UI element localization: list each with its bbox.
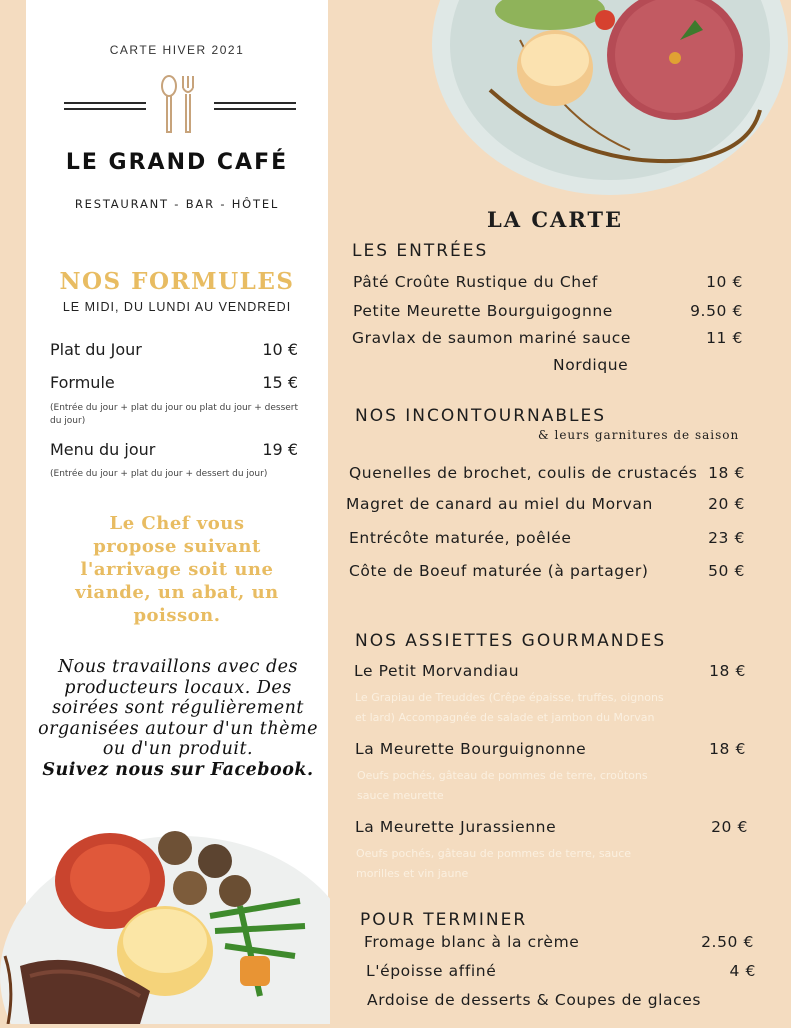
item-name: Côte de Boeuf maturée (à partager) <box>349 562 649 580</box>
item-name: Petite Meurette Bourguigognne <box>353 302 613 320</box>
menu-item <box>364 933 754 951</box>
formula-name: Formule <box>50 373 115 392</box>
local-producers-text: Nous travaillons avec des producteurs locaux. Des soirées sont régulièrement organisées autour d'un thème ou d'un produit. Suivez nous sur Facebook. <box>38 657 318 780</box>
item-price: 23 € <box>708 529 745 547</box>
item-price: 50 € <box>708 562 745 580</box>
item-price: 18 € <box>709 740 746 758</box>
menu-item <box>349 464 745 482</box>
menu-item <box>355 740 746 758</box>
item-name: Magret de canard au miel du Morvan <box>346 495 653 513</box>
item-name: L'époisse affiné <box>366 962 497 980</box>
facebook-text: Suivez nous sur Facebook. <box>42 759 314 780</box>
formula-note: (Entrée du jour + plat du jour + dessert du jour) <box>50 469 268 479</box>
formulas-subtitle: LE MIDI, DU LUNDI AU VENDREDI <box>62 300 292 314</box>
chef-text: Le Chef vous propose suivant l'arrivage soit une viande, un abat, un poisson. <box>75 513 279 626</box>
menu-item <box>355 818 748 836</box>
entrees-title: LES ENTRÉES <box>352 241 489 261</box>
item-price: 2.50 € <box>701 933 754 951</box>
season-label: CARTE HIVER 2021 <box>109 43 245 57</box>
menu-item <box>349 529 745 547</box>
item-description: Oeufs pochés, gâteau de pommes de terre, sauce morilles et vin jaune <box>356 847 632 880</box>
formula-name: Plat du Jour <box>50 340 142 359</box>
item-name-cont: Nordique <box>553 356 629 374</box>
menu-item <box>353 273 743 291</box>
cutlery-logo <box>64 74 296 138</box>
item-name: Entrécôte maturée, poêlée <box>349 529 572 547</box>
carte-title: LA CARTE <box>486 207 624 232</box>
formula-note: (Entrée du jour + plat du jour ou plat du jour + dessert du jour) <box>50 403 299 426</box>
item-name: Ardoise de desserts & Coupes de glaces <box>367 991 702 1009</box>
item-price: 10 € <box>706 273 743 291</box>
item-name: Fromage blanc à la crème <box>364 933 580 951</box>
item-name: La Meurette Bourguignonne <box>355 740 587 758</box>
item-price: 18 € <box>708 464 745 482</box>
item-name: Pâté Croûte Rustique du Chef <box>353 273 598 291</box>
terminer-title: POUR TERMINER <box>360 910 528 930</box>
incontournables-subtitle: & leurs garnitures de saison <box>538 428 740 442</box>
menu-item <box>349 562 745 580</box>
menu-item <box>353 302 743 320</box>
item-name: Quenelles de brochet, coulis de crustacés <box>349 464 698 482</box>
menu-item <box>346 495 745 513</box>
item-price: 20 € <box>708 495 745 513</box>
formula-row <box>50 373 298 392</box>
steak-plate-image <box>0 826 330 1024</box>
item-name: Gravlax de saumon mariné sauce <box>352 329 632 347</box>
formulas-title: NOS FORMULES <box>59 268 295 295</box>
tartare-plate-image <box>430 0 791 200</box>
assiettes-title: NOS ASSIETTES GOURMANDES <box>355 631 667 651</box>
incontournables-title: NOS INCONTOURNABLES <box>355 406 607 426</box>
item-price: 20 € <box>711 818 748 836</box>
item-description: Le Grapiau de Treuddes (Crêpe épaisse, truffes, oignons et lard) Accompagnée de salade et jambon du Morvan <box>355 691 664 724</box>
formula-price: 10 € <box>262 340 298 359</box>
formula-price: 15 € <box>262 373 298 392</box>
item-name: Le Petit Morvandiau <box>354 662 520 680</box>
formula-row <box>50 340 298 359</box>
item-price: 9.50 € <box>690 302 743 320</box>
formula-name: Menu du jour <box>50 440 156 459</box>
formula-row <box>50 440 298 459</box>
formula-price: 19 € <box>262 440 298 459</box>
item-description: Oeufs pochés, gâteau de pommes de terre, croûtons sauce meurette <box>357 769 648 802</box>
menu-item <box>354 662 746 680</box>
restaurant-name: LE GRAND CAFÉ <box>65 150 289 175</box>
item-price: 4 € <box>729 962 756 980</box>
tagline: RESTAURANT - BAR - HÔTEL <box>74 197 280 211</box>
menu-item <box>352 329 743 347</box>
item-price: 11 € <box>706 329 743 347</box>
item-price: 18 € <box>709 662 746 680</box>
menu-item <box>366 962 756 980</box>
item-name: La Meurette Jurassienne <box>355 818 557 836</box>
